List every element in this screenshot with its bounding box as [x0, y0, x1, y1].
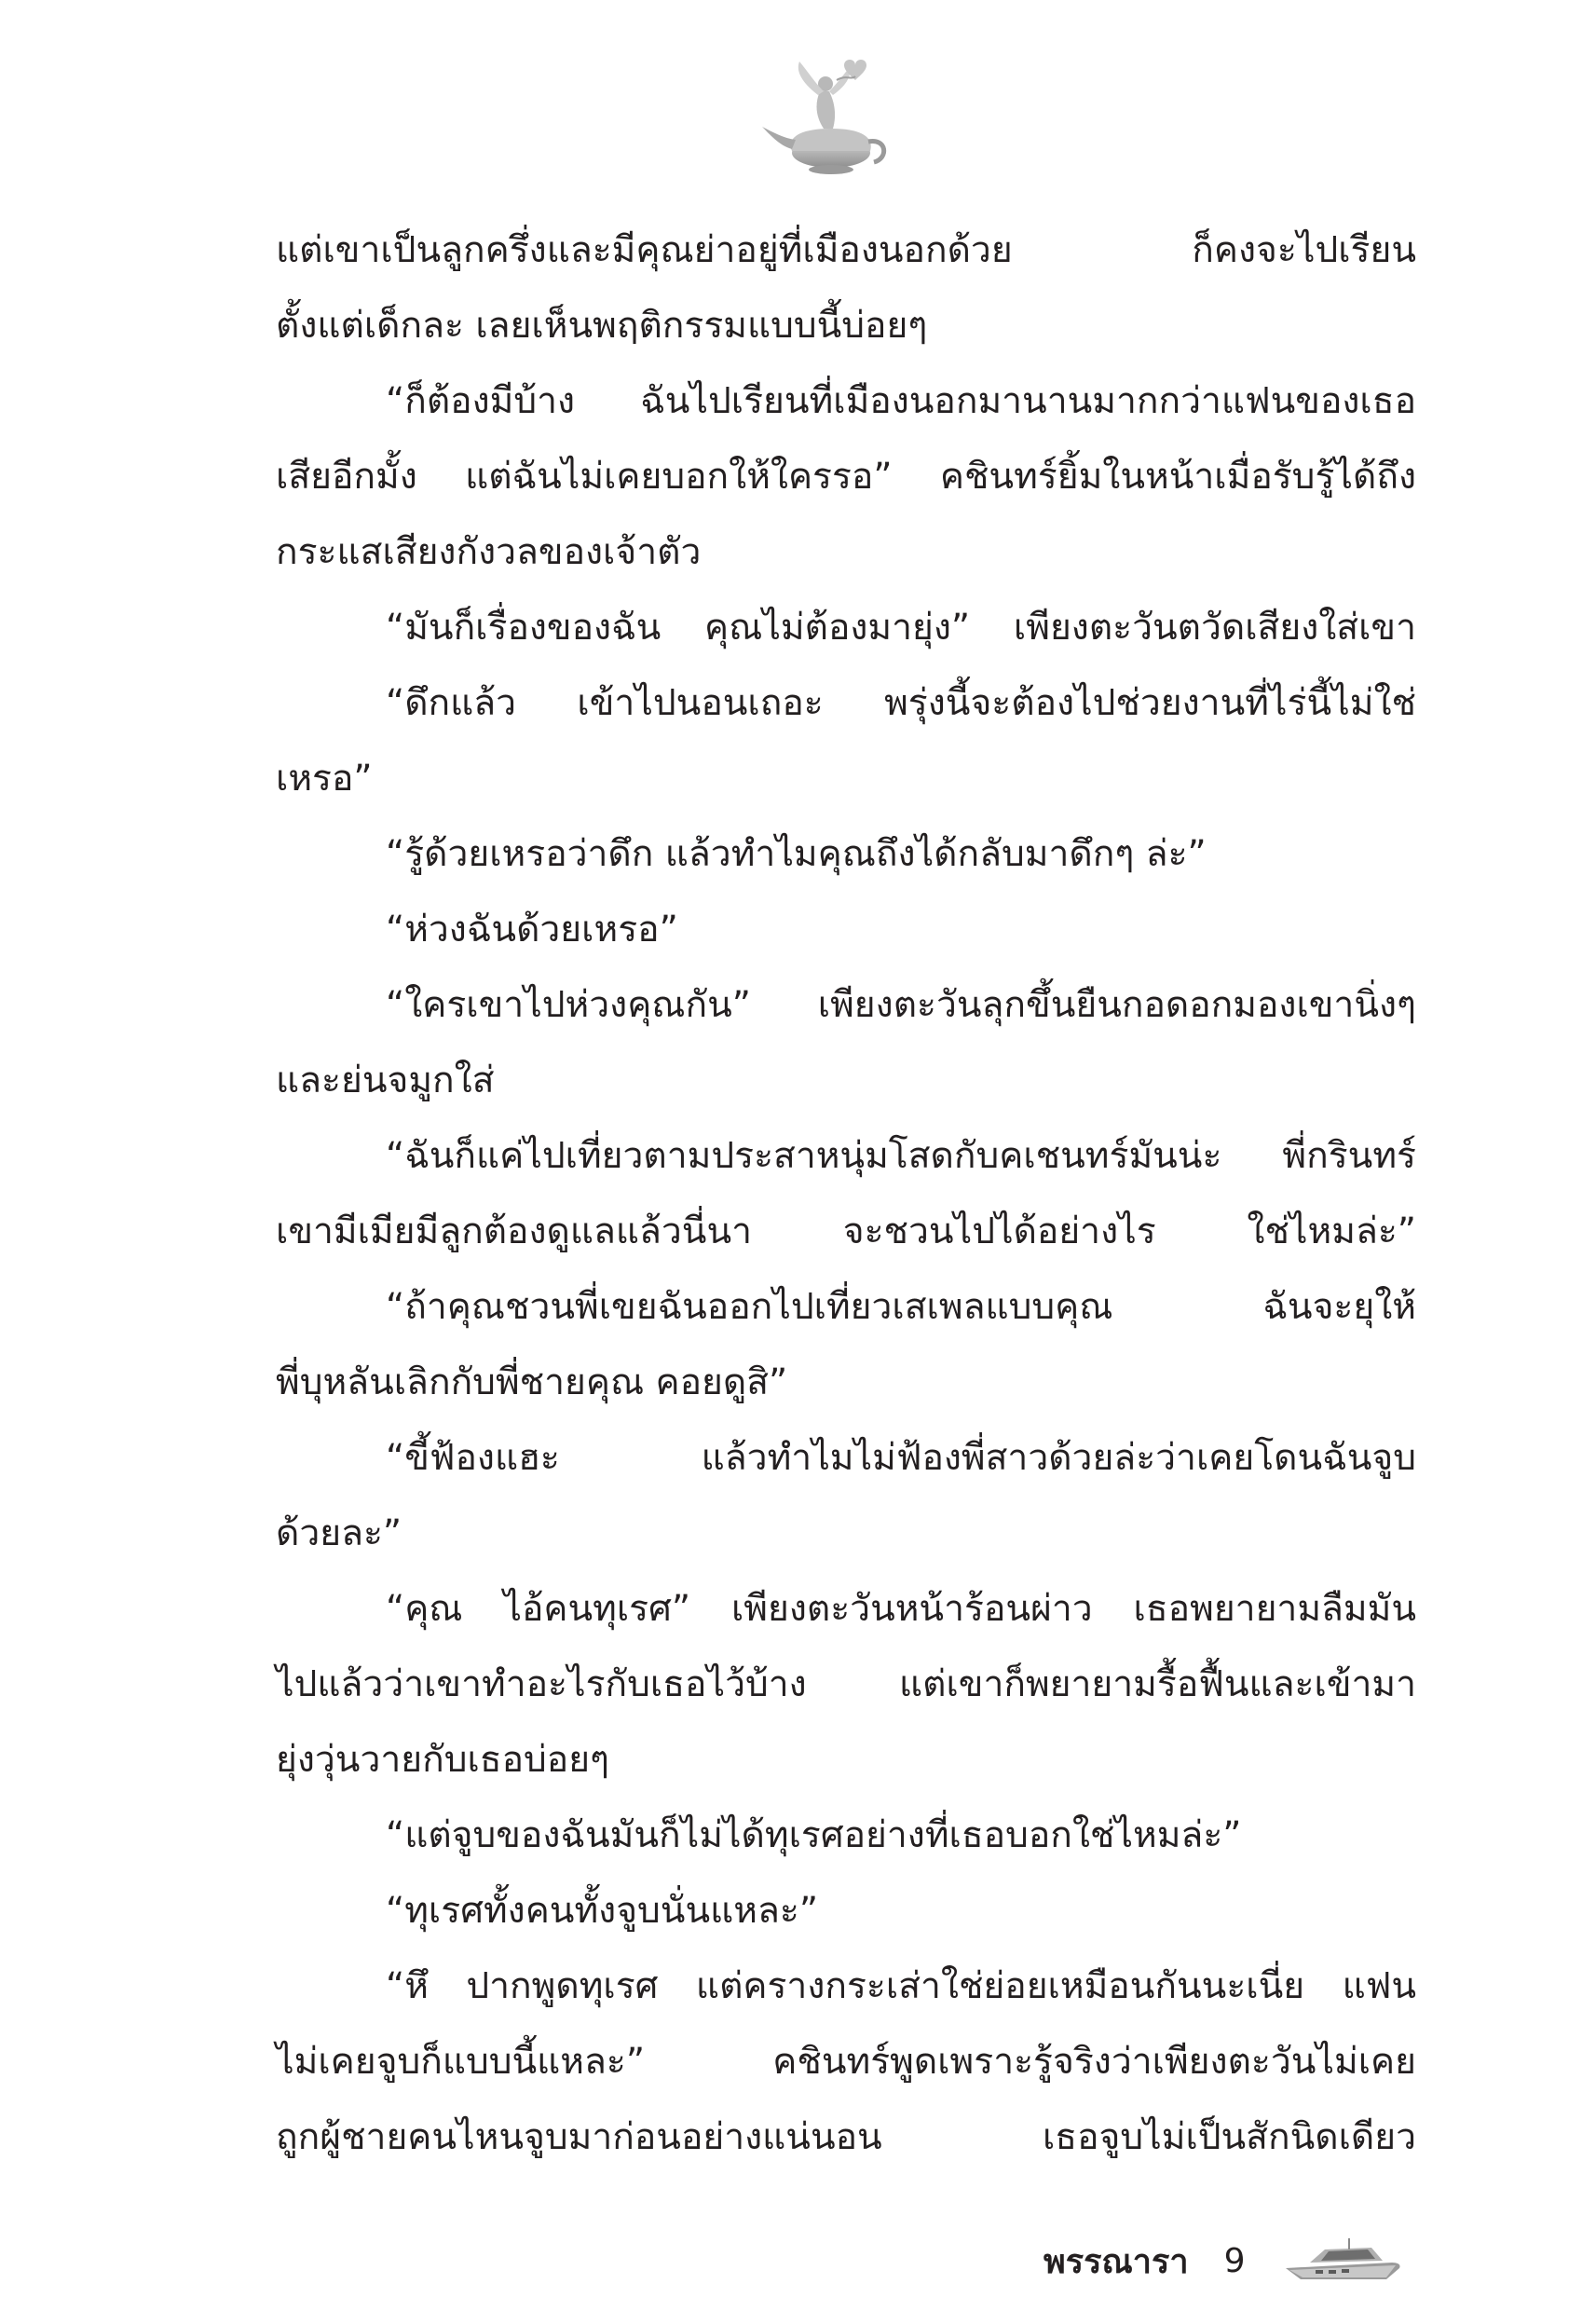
text-line: กระแสเสียงกังวลของเจ้าตัว	[276, 531, 702, 573]
text-line: “มันก็เรื่องของฉัน คุณไม่ต้องมายุ่ง” เพียงตะวันตวัดเสียงใส่เขา	[386, 607, 1416, 649]
cupid-teapot-ornament-icon	[758, 48, 898, 188]
text-line: ถูกผู้ชายคนไหนจูบมาก่อนอย่างแน่นอน เธอจูบไม่เป็นสักนิดเดียว	[276, 2116, 1416, 2158]
text-line: และย่นจมูกใส่	[276, 1060, 495, 1101]
text-line: “แต่จูบของฉันมันก็ไม่ได้ทุเรศอย่างที่เธอบอกใช่ไหมล่ะ”	[386, 1814, 1242, 1856]
text-line: ยุ่งวุ่นวายกับเธอบ่อยๆ	[276, 1739, 610, 1781]
yacht-icon	[1282, 2235, 1403, 2287]
text-line: “รู้ด้วยเหรอว่าดึก แล้วทำไมคุณถึงได้กลับมาดึกๆ ล่ะ”	[386, 833, 1207, 875]
text-line: “ใครเขาไปห่วงคุณกัน” เพียงตะวันลุกขึ้นยืนกอดอกมองเขานิ่งๆ	[386, 984, 1416, 1026]
text-line: เหรอ”	[276, 758, 373, 800]
text-line: “ดึกแล้ว เข้าไปนอนเถอะ พรุ่งนี้จะต้องไปช่วยงานที่ไร่นี้ไม่ใช่	[386, 682, 1416, 724]
text-line: “ขี้ฟ้องแฮะ แล้วทำไมไม่ฟ้องพี่สาวด้วยล่ะว่าเคยโดนฉันจูบ	[386, 1437, 1416, 1479]
text-line: เสียอีกมั้ง แต่ฉันไม่เคยบอกให้ใครรอ” คชินทร์ยิ้มในหน้าเมื่อรับรู้ได้ถึง	[276, 456, 1416, 498]
text-line: “ก็ต้องมีบ้าง ฉันไปเรียนที่เมืองนอกมานานมากกว่าแฟนของเธอ	[386, 380, 1416, 422]
text-line: “หึ ปากพูดทุเรศ แต่ครางกระเส่าใช่ย่อยเหมือนกันนะเนี่ย แฟน	[386, 1965, 1416, 2007]
text-line: ด้วยละ”	[276, 1512, 402, 1554]
page-footer	[1044, 2223, 1403, 2298]
body-text	[276, 212, 1416, 2175]
text-line: ไม่เคยจูบก็แบบนี้แหละ” คชินทร์พูดเพราะรู้จริงว่าเพียงตะวันไม่เคย	[276, 2041, 1416, 2083]
text-line: ตั้งแต่เด็กละ เลยเห็นพฤติกรรมแบบนี้บ่อยๆ	[276, 305, 928, 347]
text-line: เขามีเมียมีลูกต้องดูแลแล้วนี่นา จะชวนไปได้อย่างไร ใช่ไหมล่ะ”	[276, 1210, 1416, 1252]
book-title: พรรณารา	[1044, 2242, 1189, 2281]
text-line: “ฉันก็แค่ไปเที่ยวตามประสาหนุ่มโสดกับคเชนทร์มันน่ะ พี่กรินทร์	[386, 1135, 1416, 1177]
text-line: ไปแล้วว่าเขาทำอะไรกับเธอไว้บ้าง แต่เขาก็พยายามรื้อฟื้นและเข้ามา	[276, 1663, 1416, 1705]
text-line: “คุณ ไอ้คนทุเรศ” เพียงตะวันหน้าร้อนผ่าว เธอพยายามลืมมัน	[386, 1588, 1416, 1630]
page-number: 9	[1223, 2241, 1246, 2280]
text-line: “ถ้าคุณชวนพี่เขยฉันออกไปเที่ยวเสเพลแบบคุณ ฉันจะยุให้	[386, 1286, 1416, 1328]
text-line: “ทุเรศทั้งคนทั้งจูบนั่นแหละ”	[386, 1890, 819, 1932]
text-line: แต่เขาเป็นลูกครึ่งและมีคุณย่าอยู่ที่เมืองนอกด้วย ก็คงจะไปเรียน	[276, 229, 1416, 271]
text-line: พี่บุหลันเลิกกับพี่ชายคุณ คอยดูสิ”	[276, 1361, 788, 1403]
text-line: “ห่วงฉันด้วยเหรอ”	[386, 909, 678, 950]
